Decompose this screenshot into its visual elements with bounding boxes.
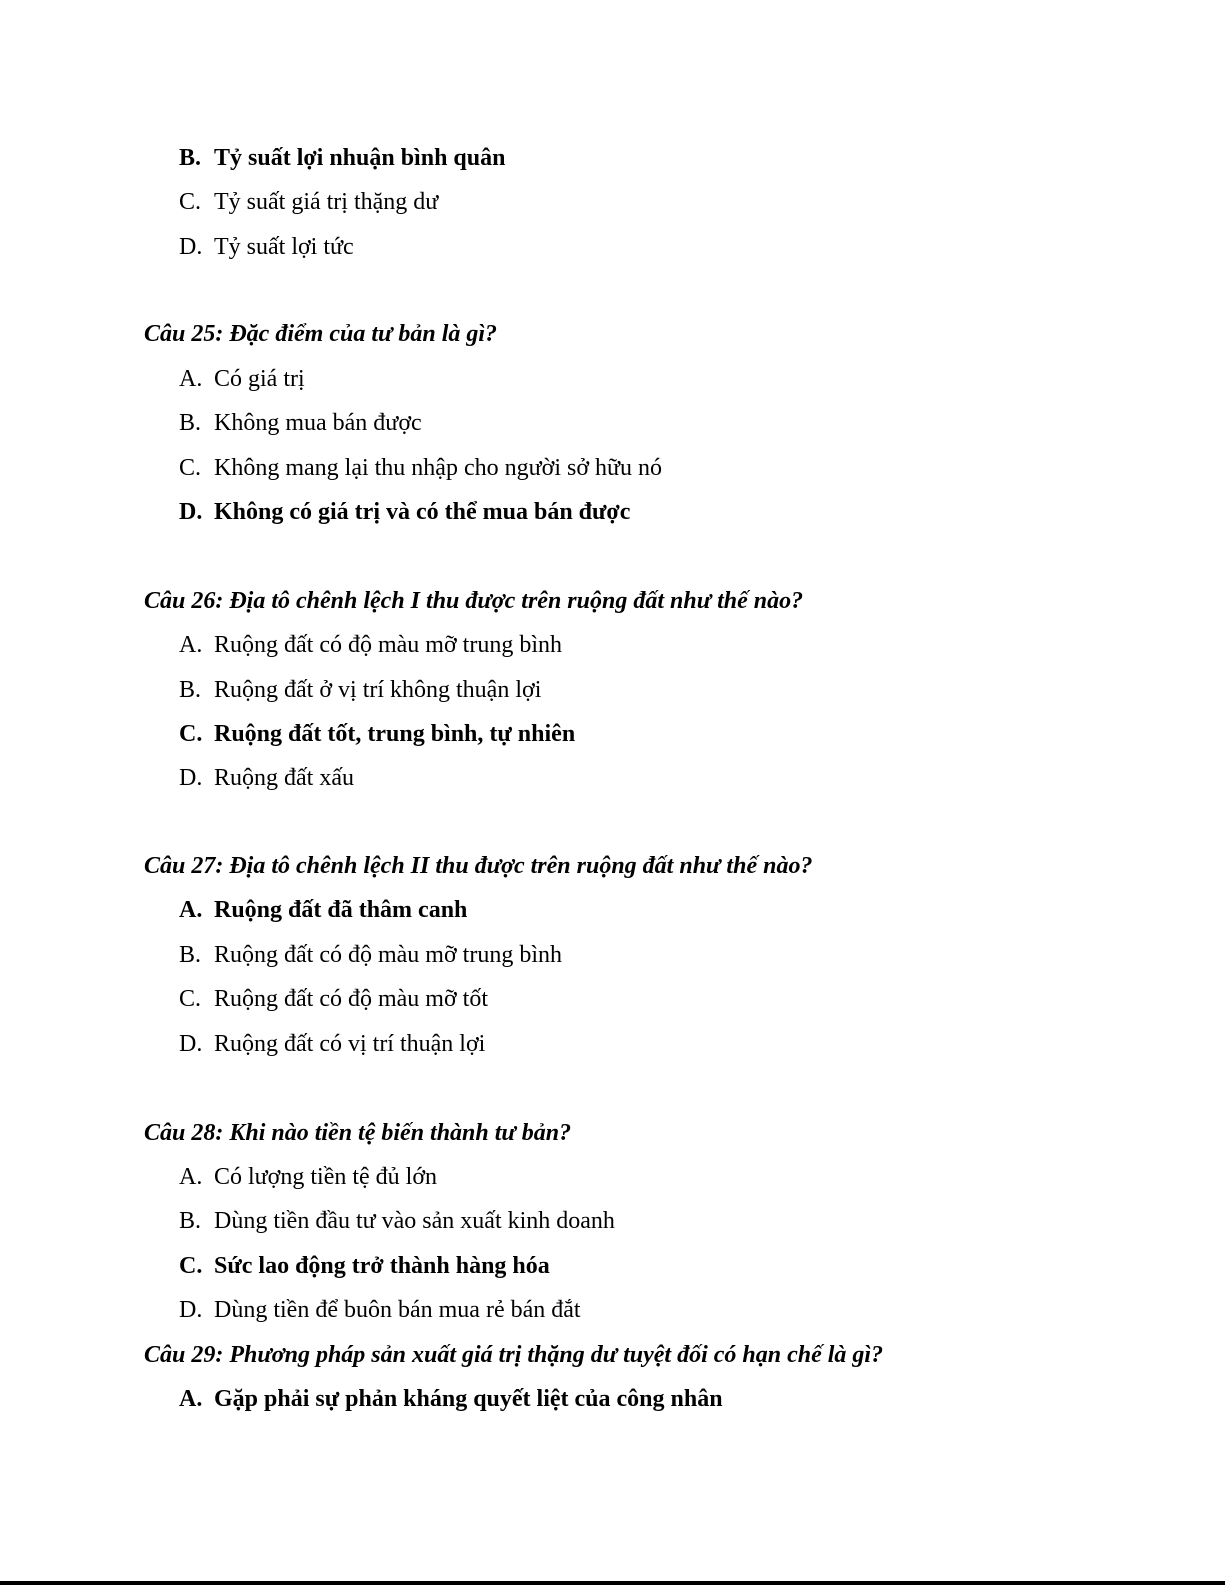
option-letter: A. [179,1386,203,1412]
option-d [179,232,354,262]
option-text: Không có giá trị và có thể mua bán được [214,499,631,525]
option-letter: B. [179,677,202,703]
option-a [179,1384,723,1414]
option-letter: A. [179,897,203,923]
option-b [179,1206,615,1236]
option-d [179,763,354,793]
option-c [179,453,662,483]
option-letter: C. [179,986,202,1012]
question-27: Câu 27: Địa tô chênh lệch II thu được trên ruộng đất như thế nào? [144,853,813,879]
option-letter: D. [179,499,203,525]
option-text: Ruộng đất có vị trí thuận lợi [214,1031,486,1057]
option-text: Dùng tiền đầu tư vào sản xuất kinh doanh [214,1208,615,1234]
option-letter: D. [179,765,203,791]
option-text: Không mua bán được [214,410,422,436]
option-letter: B. [179,1208,202,1234]
option-text: Gặp phải sự phản kháng quyết liệt của công nhân [214,1386,723,1412]
option-text: Ruộng đất có độ màu mỡ tốt [214,986,488,1012]
option-a [179,1162,437,1192]
question-29: Câu 29: Phương pháp sản xuất giá trị thặng dư tuyệt đối có hạn chế là gì? [144,1342,884,1368]
option-text: Có lượng tiền tệ đủ lớn [214,1164,438,1190]
option-letter: B. [179,410,202,436]
question-26: Câu 26: Địa tô chênh lệch I thu được trên ruộng đất như thế nào? [144,588,804,614]
option-text: Ruộng đất có độ màu mỡ trung bình [214,632,562,658]
option-a [179,630,562,660]
page-bottom-border [0,1581,1225,1585]
option-letter: B. [179,145,202,171]
option-b [179,940,562,970]
option-c [179,1251,550,1281]
option-letter: D. [179,1297,203,1323]
option-d [179,1029,485,1059]
option-text: Tỷ suất lợi nhuận bình quân [214,145,506,171]
option-letter: A. [179,632,203,658]
option-text: Dùng tiền để buôn bán mua rẻ bán đắt [214,1297,581,1323]
option-text: Sức lao động trở thành hàng hóa [214,1253,550,1279]
option-letter: A. [179,366,203,392]
option-letter: C. [179,721,203,747]
option-text: Tỷ suất giá trị thặng dư [214,189,439,215]
option-b [179,675,541,705]
option-a [179,364,305,394]
option-c [179,187,438,217]
option-b [179,143,505,173]
option-text: Ruộng đất xấu [214,765,354,791]
option-d [179,497,630,527]
option-text: Ruộng đất đã thâm canh [214,897,468,923]
question-25: Câu 25: Đặc điểm của tư bản là gì? [144,321,498,347]
option-letter: B. [179,942,202,968]
option-d [179,1295,581,1325]
option-b [179,408,422,438]
question-28: Câu 28: Khi nào tiền tệ biến thành tư bản? [144,1120,572,1146]
option-letter: C. [179,1253,203,1279]
option-letter: D. [179,1031,203,1057]
option-letter: A. [179,1164,203,1190]
option-a [179,895,467,925]
option-text: Ruộng đất có độ màu mỡ trung bình [214,942,562,968]
option-text: Ruộng đất tốt, trung bình, tự nhiên [214,721,576,747]
option-c [179,719,575,749]
option-letter: C. [179,189,202,215]
option-c [179,984,488,1014]
option-text: Ruộng đất ở vị trí không thuận lợi [214,677,542,703]
option-letter: C. [179,455,202,481]
option-letter: D. [179,234,203,260]
option-text: Tỷ suất lợi tức [214,234,354,260]
option-text: Không mang lại thu nhập cho người sở hữu nó [214,455,663,481]
option-text: Có giá trị [214,366,305,392]
